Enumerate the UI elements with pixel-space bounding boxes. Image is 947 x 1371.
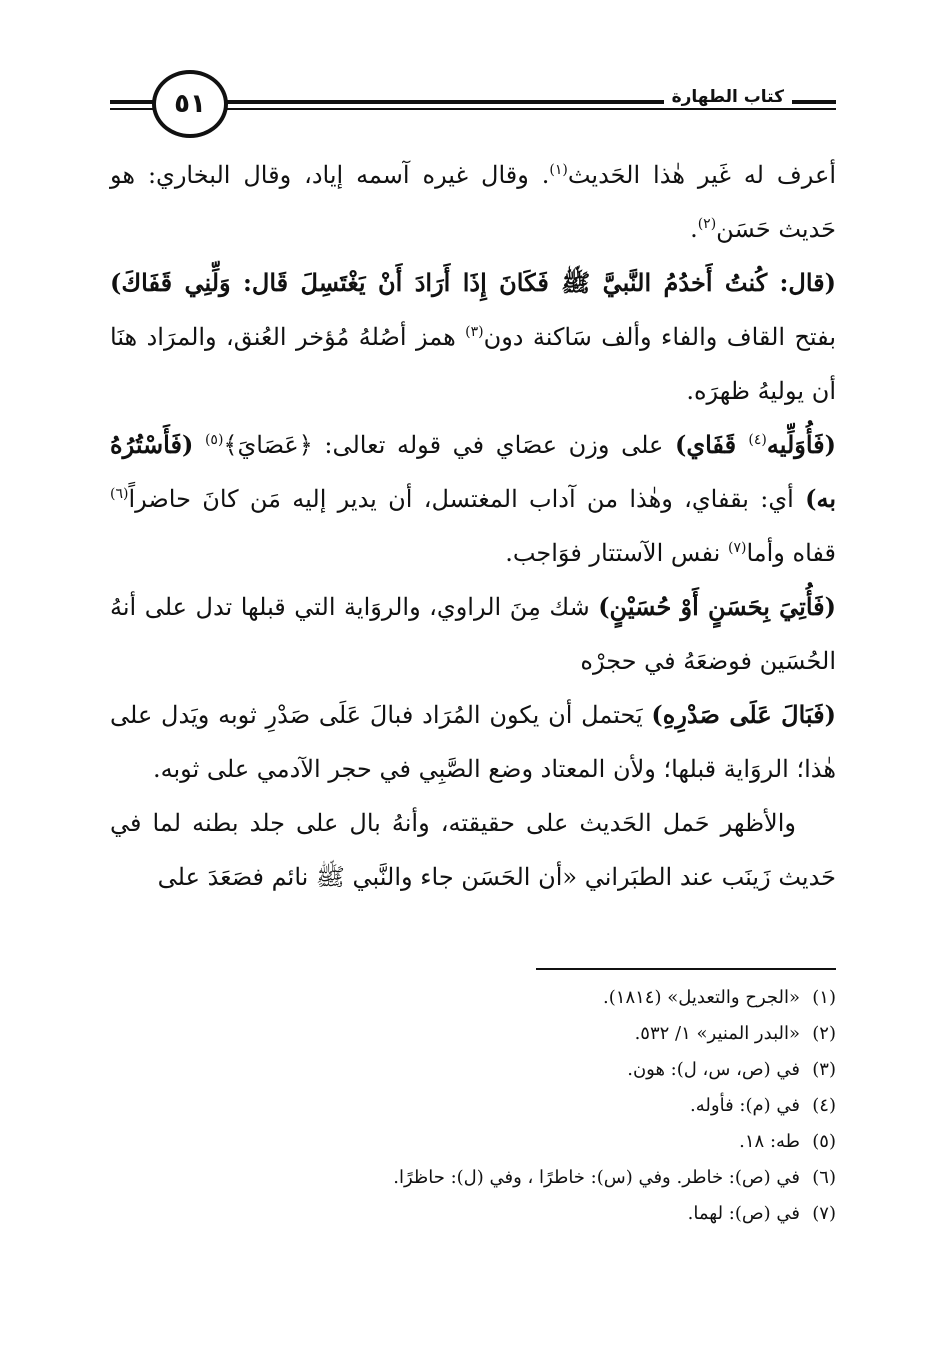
- footnote-text: في (ص، س، ل): هون.: [627, 1059, 800, 1080]
- footnote-ref: (٤): [748, 432, 767, 448]
- footnote-number: (٣): [812, 1059, 836, 1080]
- paragraph: [110, 580, 836, 688]
- hadith-quote: (قال: كُنتُ أَخدُمُ النَّبيَّ ﷺ فَكَانَ إِذَا أَرَادَ أَنْ يَغْتَسِلَ قَال: وَلِّنِي قَفَاكَ): [110, 268, 836, 297]
- footnote: [110, 980, 836, 1016]
- footnote-number: (٢): [812, 1023, 836, 1044]
- text-run: أعرف له غَير هٰذا الحَديث: [567, 161, 837, 189]
- running-title: كتاب الطهارة: [664, 87, 792, 107]
- footnote-number: (٥): [812, 1131, 836, 1152]
- footnote-text: طه: ١٨.: [739, 1131, 800, 1152]
- footnote: [110, 1088, 836, 1124]
- text-run: .: [690, 215, 698, 243]
- footnote-number: (٦): [812, 1167, 836, 1188]
- paragraph: [110, 148, 836, 256]
- hadith-quote: (فَأُوَلِّيه: [766, 430, 837, 459]
- header-rule-left-thick: [110, 100, 158, 104]
- footnote-number: (٧): [812, 1203, 836, 1224]
- hadith-quote: (فَأَسْتُرُهُ به): [110, 430, 836, 513]
- text-run: نفس الآستتار فوَاجب.: [505, 539, 728, 567]
- text-run: شك مِنَ الراوي، والروَاية التي قبلها تدل على أنهُ الحُسَين فوضعَهُ في حجرْه: [110, 593, 836, 675]
- paragraph: [110, 418, 836, 580]
- footnote: [110, 1052, 836, 1088]
- footnote: [110, 1124, 836, 1160]
- footnote-separator: [536, 968, 836, 970]
- paragraph: والأظهر حَمل الحَديث على حقيقته، وأنهُ بال على جلد بطنه لما في حَديث زَينَب عند الطبَراني «أن الحَسَن جاء والنَّبي ﷺ نائم فصَعَدَ على: [110, 809, 836, 891]
- hadith-quote: (فَأُتِيَ بِحَسَنٍ أَوْ حُسَيْنٍ): [598, 592, 836, 621]
- footnote-ref: (٦): [110, 486, 129, 502]
- footnote-text: في (ص): لهما.: [687, 1203, 800, 1224]
- footnote-ref: (٥): [204, 432, 224, 448]
- footnote-ref: (٣): [465, 324, 484, 340]
- text-run: يَحتمل أن يكون المُرَاد فبالَ عَلَى صَدْرِ ثوبه ويَدل على هٰذا؛ الروَاية قبلها؛ ولأن المعتاد وضع الصَّبِي في حجر الآدمي على ثوبه.: [110, 701, 836, 783]
- footnote-ref: (١): [549, 162, 568, 178]
- text-run: . وقال غيره آسمه إياد، وقال البخاري: هو حَديث حَسَن: [110, 161, 836, 243]
- text-run: قفاه وأما: [746, 539, 836, 567]
- page-header: [110, 70, 836, 140]
- hadith-quote: قَفَاي): [674, 430, 749, 459]
- footnote-text: في (ص): خاطر. وفي (س): خاطرًا ، وفي (ل): حاظرًا.: [393, 1167, 800, 1188]
- footnote-text: في (م): فأوله.: [690, 1095, 800, 1116]
- text-run: بفتح القاف والفاء وألف سَاكنة دون: [483, 323, 836, 351]
- footnote-text: «البدر المنير» ١/ ٥٣٢.: [634, 1023, 800, 1044]
- main-text: [110, 148, 836, 904]
- footnote-number: (٤): [812, 1095, 836, 1116]
- footnote-ref: (٧): [727, 540, 747, 556]
- page-number: ٥١: [152, 70, 228, 138]
- text-run: [193, 431, 205, 459]
- text-run: أي: بقفاي، وهٰذا من آداب المغتسل، أن يدير إليه مَن كانَ حاضراً: [128, 485, 806, 513]
- text-run: همز أصُلهُ مُؤخر العُنق، والمرَاد هنَا أن يوليهُ ظهرَه.: [110, 323, 836, 405]
- footnote: [110, 1016, 836, 1052]
- text-run: على وزن عصَاي في قوله تعالى: ﴿عَصَايَ﴾: [223, 431, 675, 459]
- hadith-quote: (فَبَالَ عَلَى صَدْرِهِ): [651, 700, 836, 729]
- footnotes: [110, 980, 836, 1232]
- footnote-number: (١): [812, 987, 836, 1008]
- header-rule-thin: [220, 108, 836, 110]
- header-rule-left-thin: [110, 108, 158, 110]
- paragraph: [110, 256, 836, 418]
- footnote: [110, 1160, 836, 1196]
- paragraph: [110, 688, 836, 796]
- footnote: [110, 1196, 836, 1232]
- footnote-ref: (٢): [697, 216, 717, 232]
- footnote-text: «الجرح والتعديل» (١٨١٤).: [603, 987, 800, 1008]
